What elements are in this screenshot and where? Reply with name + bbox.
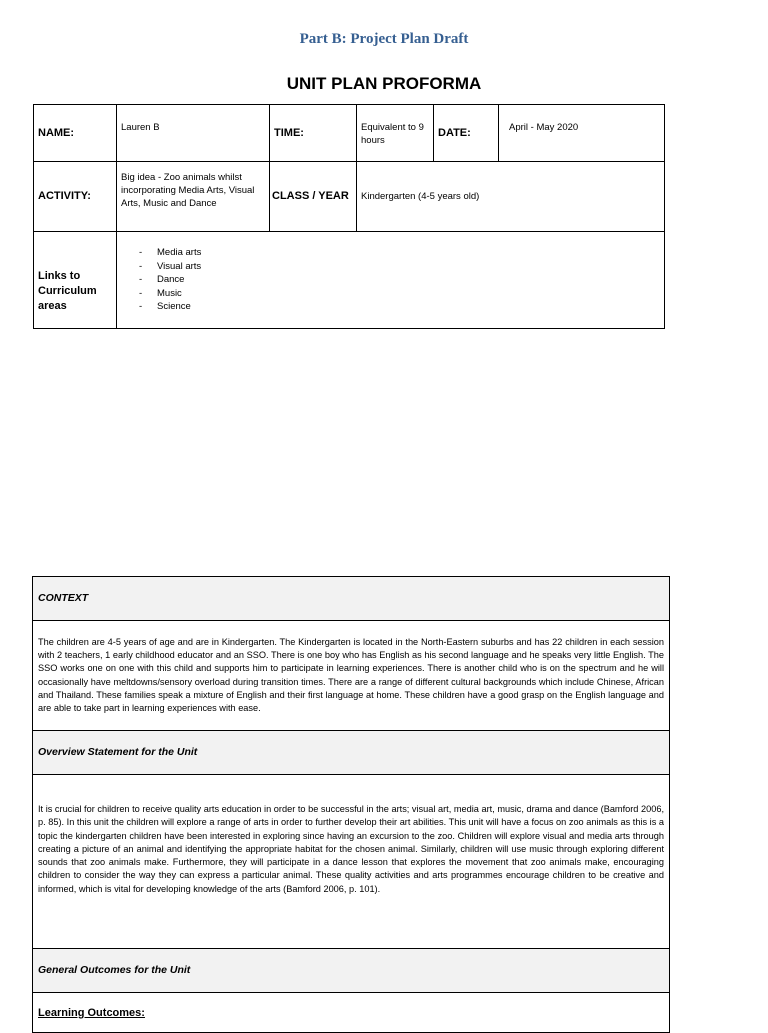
curriculum-list [121, 246, 660, 314]
links-label: Links to Curriculum areas [34, 232, 117, 329]
overview-text: It is crucial for children to receive quality arts education in order to be successful in the arts; visual art, media art, music, drama and dance (Bamford 2006, p. 85). In this unit the children will explore a range of arts in order to further develop their art abilities. This unit will have a focus on zoo animals as this is a topic the kindergarten children have been interested in exploring since having an excursion to the zoo. Children will explore visual and media arts through creating a picture of an animal and identifying the appropriate habitat for the chosen animal. Similarly, children will use music through exploring different sounds that zoo animals make. Furthermore, they will participate in a dance lesson that explores the movement that zoo animals make, encouraging children to consider the way they can express a particular animal. These quality activities and arts programmes encourage children to be creative and informed, which is vital for developing knowledge of the arts (Bamford 2006, p. 101). [33, 775, 670, 949]
name-label: NAME: [34, 105, 117, 162]
context-table [32, 576, 670, 1033]
part-title: Part B: Project Plan Draft [299, 31, 469, 47]
curriculum-item: - Science [139, 300, 660, 314]
activity-label: ACTIVITY: [34, 162, 117, 232]
unit-title: UNIT PLAN PROFORMA [286, 74, 482, 93]
name-value: Lauren B [117, 105, 270, 162]
date-label: DATE: [434, 105, 499, 162]
curriculum-item: - Visual arts [139, 260, 660, 274]
outcomes-heading: General Outcomes for the Unit [33, 949, 670, 993]
curriculum-item: - Music [139, 287, 660, 301]
time-label: TIME: [270, 105, 357, 162]
class-label: CLASS / YEAR [270, 162, 357, 232]
links-cell [117, 232, 665, 329]
date-value: April - May 2020 [499, 105, 665, 162]
time-value: Equivalent to 9 hours [357, 105, 434, 162]
unit-plan-table [33, 104, 665, 329]
class-value: Kindergarten (4-5 years old) [357, 162, 665, 232]
overview-heading: Overview Statement for the Unit [33, 731, 670, 775]
curriculum-item: - Media arts [139, 246, 660, 260]
context-heading: CONTEXT [33, 577, 670, 621]
activity-value: Big idea - Zoo animals whilst incorporating Media Arts, Visual Arts, Music and Dance [117, 162, 270, 232]
learning-outcomes-label: Learning Outcomes: [33, 993, 670, 1033]
context-text: The children are 4-5 years of age and are in Kindergarten. The Kindergarten is located in the North-Eastern suburbs and has 22 children in each session with 2 teachers, 1 early childhood educator and an SSO. There is one boy who has English as his second language and he speaks very little English. The SSO works one on one with this child and supports him to participate in learning experiences. There is another child who is on the spectrum and he will occasionally have meltdowns/sensory overload during transition times. There are a range of different cultural backgrounds which include Chinese, African and Thailand. These families speak a mixture of English and their first language at home. These children have a good grasp on the English language and are able to take part in learning experiences with ease. [33, 621, 670, 731]
curriculum-item: - Dance [139, 273, 660, 287]
